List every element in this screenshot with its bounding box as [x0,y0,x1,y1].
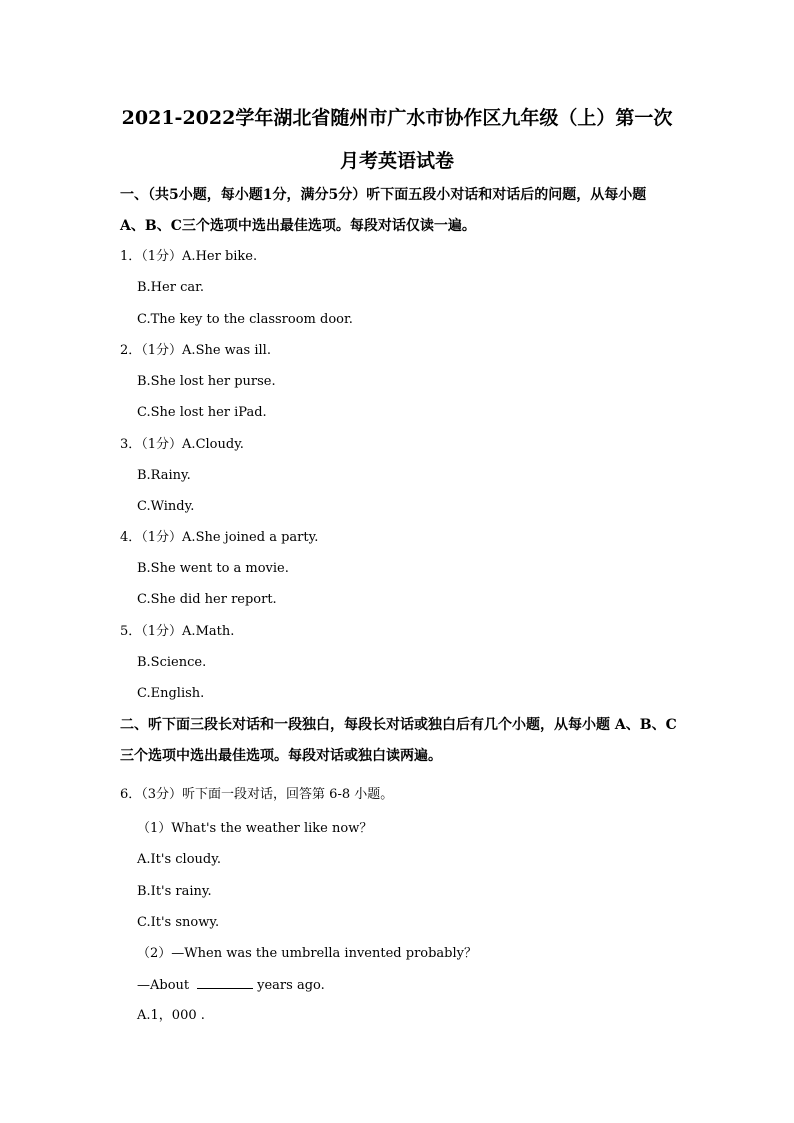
question-6-sub-2-option-a: A.1，000 . [137,1008,205,1023]
question-3-option-b: B.Rainy. [137,468,191,483]
question-5-stem: 5．（1分）A.Math. [120,624,235,639]
page-title-line-1: 2021-2022学年湖北省随州市广水市协作区九年级（上）第一次 [121,107,673,129]
question-5-option-b: B.Science. [137,655,207,670]
question-2-option-b: B.She lost her purse. [137,374,276,389]
question-2-option-c: C.She lost her iPad. [137,405,267,420]
answer-blank[interactable] [197,976,253,989]
answer-suffix: years ago. [257,978,325,993]
question-6-sub-1-option-b: B.It's rainy. [137,884,212,899]
section-2-instructions-line-1: 二、听下面三段长对话和一段独白，每段长对话或独白后有几个小题，从每小题 A、B、C [120,717,677,733]
question-6-sub-1: （1）What's the weather like now？ [137,821,373,836]
question-6-sub-2: （2）—When was the umbrella invented probably？ [137,946,478,961]
section-1-instructions-line-2: A、B、C三个选项中选出最佳选项。每段对话仅读一遍。 [120,218,476,234]
question-6-stem: 6．（3分）听下面一段对话，回答第 6-8 小题。 [120,787,394,802]
answer-prefix: —About [137,978,190,993]
question-6-sub-1-option-c: C.It's snowy. [137,915,220,930]
question-1-option-b: B.Her car. [137,280,205,295]
question-1-option-c: C.The key to the classroom door. [137,312,353,327]
question-3-stem: 3．（1分）A.Cloudy. [120,437,244,452]
question-4-option-b: B.She went to a movie. [137,561,289,576]
question-6-sub-1-option-a: A.It's cloudy. [137,852,221,867]
page-title-line-2: 月考英语试卷 [339,150,454,172]
question-4-stem: 4．（1分）A.She joined a party. [120,530,319,545]
question-2-stem: 2．（1分）A.She was ill. [120,343,271,358]
question-1-stem: 1．（1分）A.Her bike. [120,249,258,264]
section-1-instructions-line-1: 一、（共5小题，每小题1分，满分5分）听下面五段小对话和对话后的问题，从每小题 [120,187,647,203]
section-2-instructions-line-2: 三个选项中选出最佳选项。每段对话或独白读两遍。 [120,748,442,764]
question-5-option-c: C.English. [137,686,205,701]
question-4-option-c: C.She did her report. [137,592,277,607]
question-3-option-c: C.Windy. [137,499,195,514]
question-6-sub-2-answer-line [137,976,325,995]
